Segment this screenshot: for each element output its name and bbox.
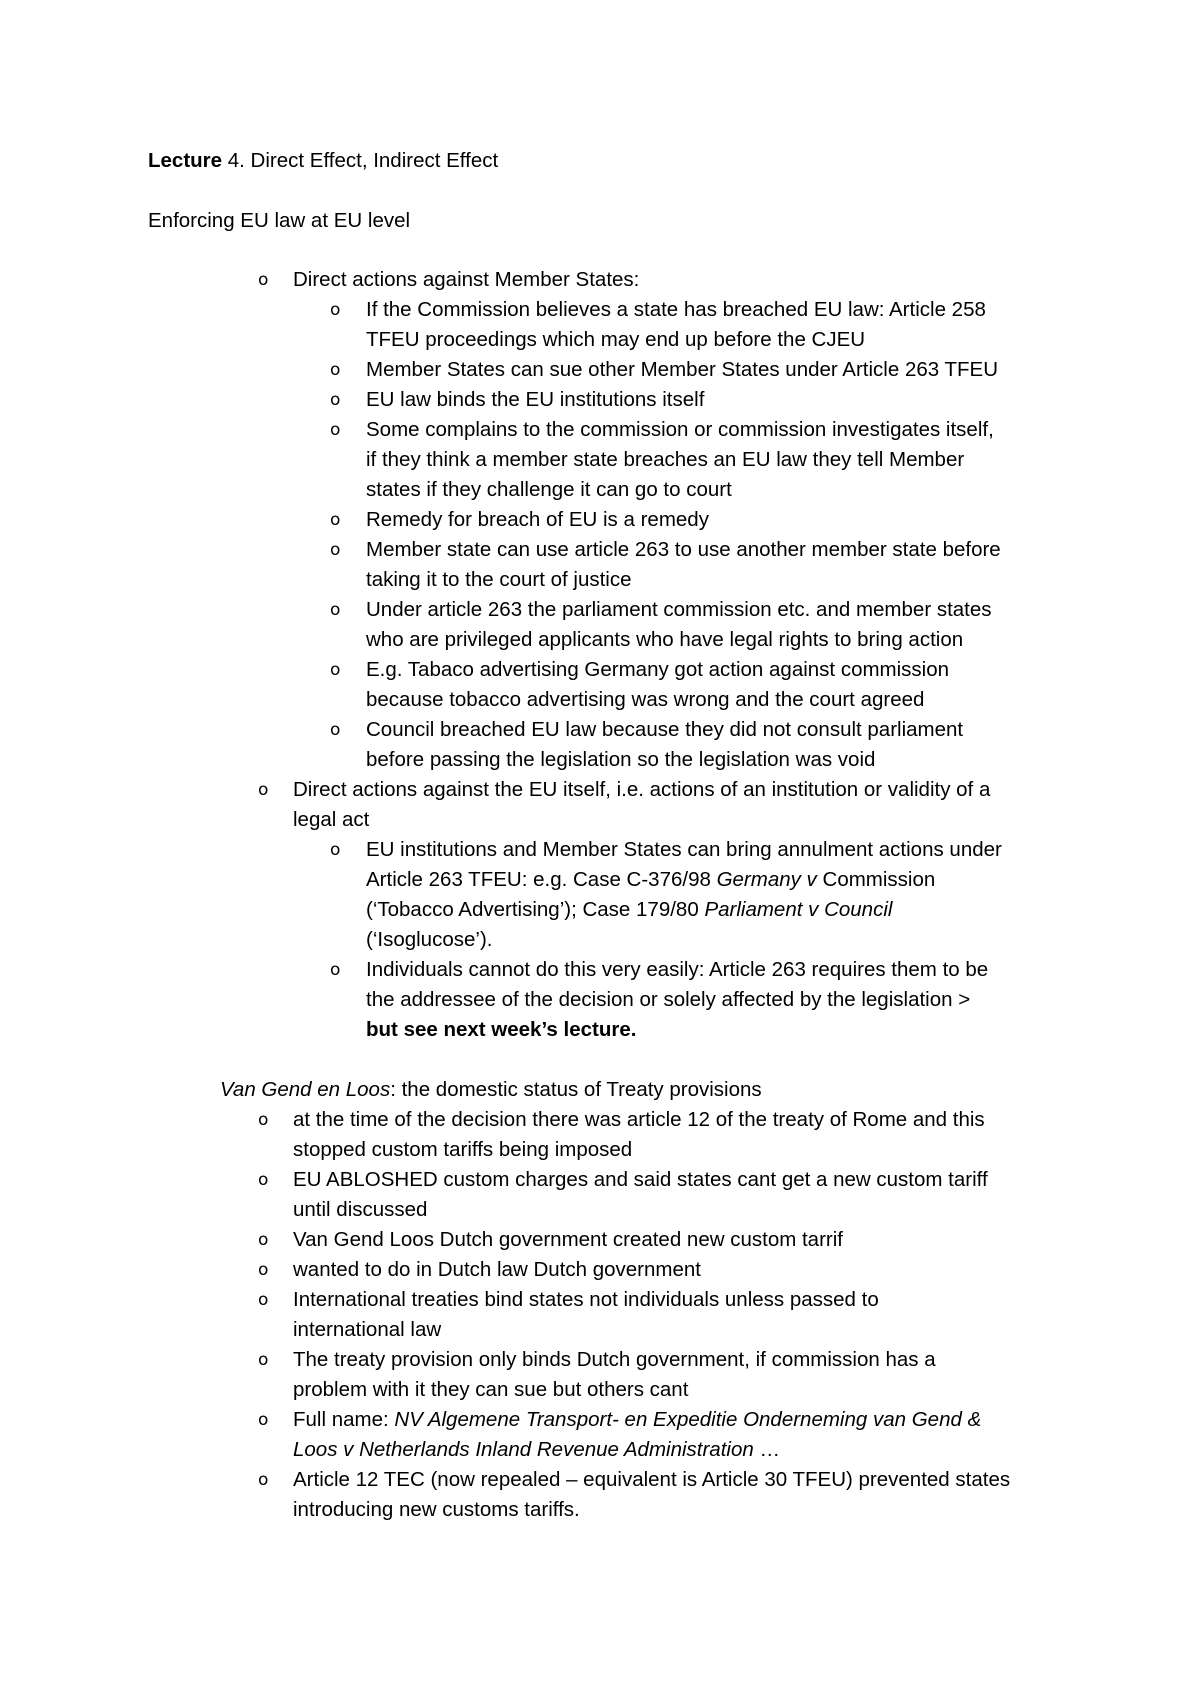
- title-lecture-word: Lecture: [148, 149, 223, 172]
- bullet-icon: o: [330, 300, 341, 320]
- list-item-continued: introducing new customs tariffs.: [293, 1498, 580, 1521]
- case-name-italic: Van Gend en Loos: [220, 1078, 391, 1101]
- list-item: Remedy for breach of EU is a remedy: [366, 508, 709, 531]
- list-item: wanted to do in Dutch law Dutch government: [293, 1258, 701, 1281]
- bullet-icon: o: [258, 1350, 269, 1370]
- list-item-continued: [366, 895, 892, 925]
- list-item-continued: (‘Isoglucose’).: [366, 928, 493, 951]
- bullet-icon: o: [258, 270, 269, 290]
- list-item: International treaties bind states not individuals unless passed to: [293, 1288, 879, 1311]
- text-run: : the domestic status of Treaty provisions: [390, 1078, 762, 1101]
- list-item-full-name: [293, 1405, 981, 1435]
- heading-van-gend: [220, 1075, 762, 1105]
- list-item-continued: taking it to the court of justice: [366, 568, 632, 591]
- list-item: at the time of the decision there was article 12 of the treaty of Rome and this: [293, 1108, 985, 1131]
- list-item-continued: [293, 1435, 780, 1465]
- list-item: Member States can sue other Member States under Article 263 TFEU: [366, 358, 998, 381]
- bullet-icon: o: [258, 1410, 269, 1430]
- heading-enforcing: Enforcing EU law at EU level: [148, 209, 411, 232]
- list-item-continued: states if they challenge it can go to court: [366, 478, 732, 501]
- list-item-direct-actions-ms: Direct actions against Member States:: [293, 268, 640, 291]
- case-name-italic: NV Algemene Transport- en Expeditie Onderneming van Gend &: [394, 1408, 982, 1431]
- bullet-icon: o: [258, 1170, 269, 1190]
- bullet-icon: o: [258, 1470, 269, 1490]
- list-item-direct-actions-eu: Direct actions against the EU itself, i.e. actions of an institution or validity of a: [293, 778, 991, 801]
- list-item-continued: until discussed: [293, 1198, 428, 1221]
- bullet-icon: o: [330, 390, 341, 410]
- bullet-icon: o: [258, 780, 269, 800]
- list-item-continued: international law: [293, 1318, 442, 1341]
- text-run: Full name:: [293, 1408, 395, 1431]
- list-item-continued: before passing the legislation so the legislation was void: [366, 748, 876, 771]
- bullet-icon: o: [258, 1260, 269, 1280]
- list-item: Van Gend Loos Dutch government created new custom tarrif: [293, 1228, 843, 1251]
- bullet-icon: o: [330, 420, 341, 440]
- list-item-bold-note: but see next week’s lecture.: [366, 1018, 637, 1041]
- bullet-icon: o: [258, 1110, 269, 1130]
- list-item: Some complains to the commission or commission investigates itself,: [366, 418, 994, 441]
- list-item: The treaty provision only binds Dutch government, if commission has a: [293, 1348, 936, 1371]
- case-name-italic: Germany v: [716, 868, 817, 891]
- list-item: Member state can use article 263 to use another member state before: [366, 538, 1001, 561]
- case-name-italic: Parliament v Council: [704, 898, 893, 921]
- bullet-icon: o: [330, 360, 341, 380]
- bullet-icon: o: [330, 720, 341, 740]
- text-run: …: [753, 1438, 780, 1461]
- bullet-icon: o: [330, 600, 341, 620]
- list-item-continued: if they think a member state breaches an EU law they tell Member: [366, 448, 965, 471]
- list-item: Article 12 TEC (now repealed – equivalent is Article 30 TFEU) prevented states: [293, 1468, 1011, 1491]
- title-rest: 4. Direct Effect, Indirect Effect: [222, 149, 499, 172]
- bullet-icon: o: [258, 1290, 269, 1310]
- list-item: EU institutions and Member States can bring annulment actions under: [366, 838, 1002, 861]
- lecture-title: [148, 146, 498, 176]
- list-item: EU ABLOSHED custom charges and said states cant get a new custom tariff: [293, 1168, 988, 1191]
- list-item-continued: TFEU proceedings which may end up before the CJEU: [366, 328, 866, 351]
- list-item: EU law binds the EU institutions itself: [366, 388, 705, 411]
- list-item-continued: [366, 865, 935, 895]
- bullet-icon: o: [330, 840, 341, 860]
- list-item: E.g. Tabaco advertising Germany got action against commission: [366, 658, 950, 681]
- list-item-continued: stopped custom tariffs being imposed: [293, 1138, 633, 1161]
- text-run: Article 263 TFEU: e.g. Case C-376/98: [366, 868, 717, 891]
- bullet-icon: o: [330, 540, 341, 560]
- text-run: (‘Tobacco Advertising’); Case 179/80: [366, 898, 705, 921]
- text-run: Commission: [816, 868, 936, 891]
- bullet-icon: o: [330, 510, 341, 530]
- list-item: If the Commission believes a state has breached EU law: Article 258: [366, 298, 986, 321]
- bullet-icon: o: [330, 960, 341, 980]
- list-item-continued: the addressee of the decision or solely affected by the legislation >: [366, 988, 971, 1011]
- list-item: Individuals cannot do this very easily: Article 263 requires them to be: [366, 958, 989, 981]
- case-name-italic: Loos v Netherlands Inland Revenue Administration: [293, 1438, 754, 1461]
- bullet-icon: o: [258, 1230, 269, 1250]
- list-item-continued: legal act: [293, 808, 370, 831]
- list-item: Council breached EU law because they did not consult parliament: [366, 718, 964, 741]
- list-item: Under article 263 the parliament commission etc. and member states: [366, 598, 992, 621]
- bullet-icon: o: [330, 660, 341, 680]
- list-item-continued: problem with it they can sue but others cant: [293, 1378, 689, 1401]
- list-item-continued: because tobacco advertising was wrong and the court agreed: [366, 688, 925, 711]
- list-item-continued: who are privileged applicants who have legal rights to bring action: [366, 628, 964, 651]
